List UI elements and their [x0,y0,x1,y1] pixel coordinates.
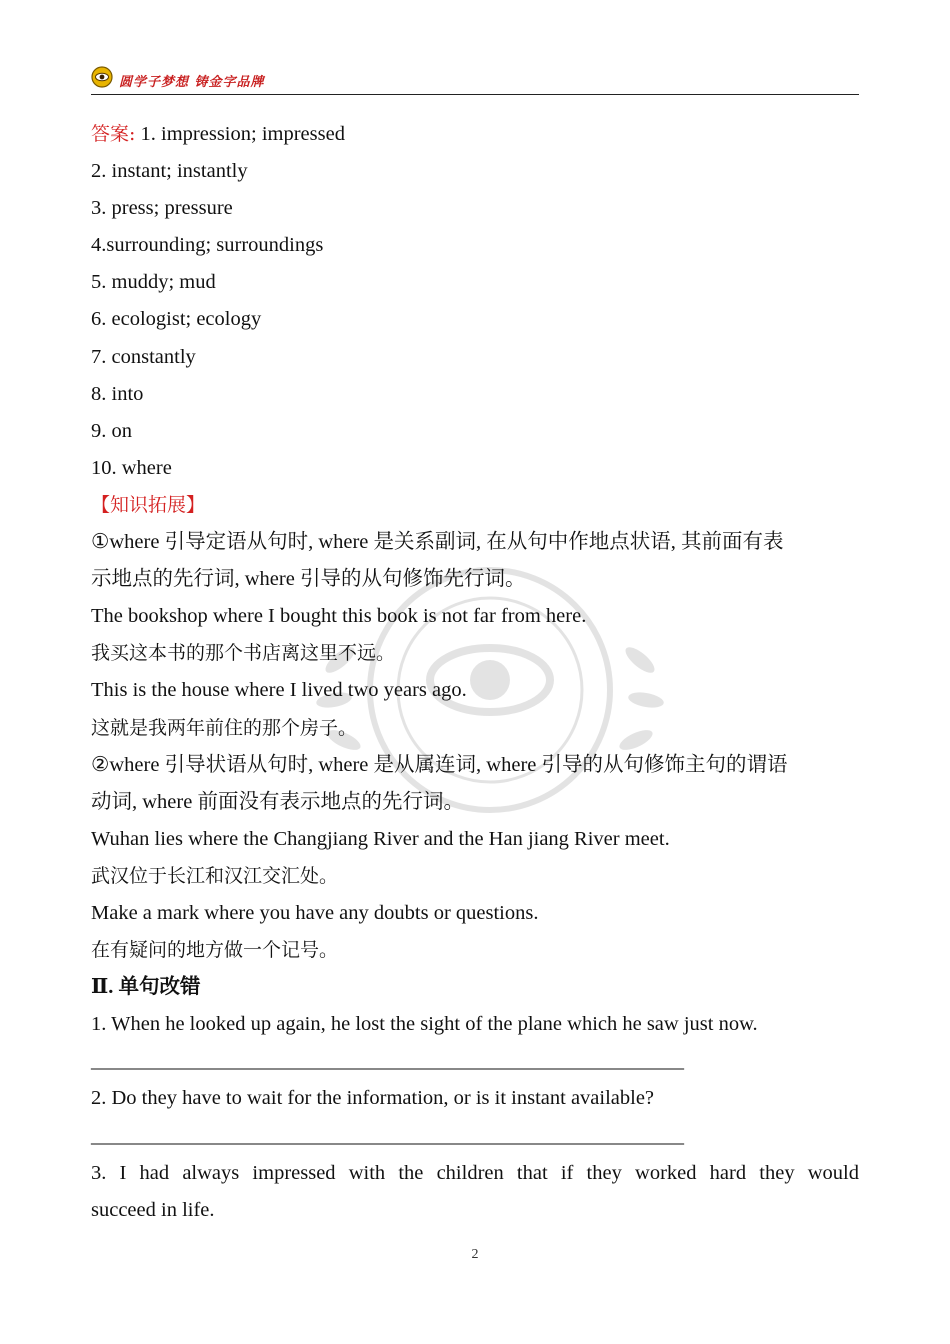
example-chinese: 武汉位于长江和汉江交汇处。 [91,864,339,887]
answer-blank-2[interactable]: ________________________________________________________________ [91,1124,683,1147]
answer-item: 8. into [91,382,144,405]
example-english: Make a mark where you have any doubts or questions. [91,901,539,924]
answer-item: 1. impression; impressed [140,123,345,145]
answer-item: 3. press; pressure [91,197,233,220]
answer-item: 6. ecologist; ecology [91,308,262,331]
answer-item: 2. instant; instantly [91,160,248,183]
example-chinese: 这就是我两年前住的那个房子。 [91,716,358,739]
example-chinese: 在有疑问的地方做一个记号。 [91,939,339,962]
page-content [91,116,859,1229]
section-2-heading: Ⅱ. 单句改错 [91,976,201,999]
example-english: The bookshop where I bought this book is not far from here. [91,605,587,628]
example-chinese: 我买这本书的那个书店离这里不远。 [91,642,396,665]
answer-item: 10. where [91,456,172,479]
answer-item: 9. on [91,419,132,442]
example-english: This is the house where I lived two years ago. [91,679,467,702]
question-3-line-1: 3. I had always impressed with the children that if they worked hard they would [91,1161,859,1184]
answer-item: 7. constantly [91,345,196,368]
answer-item: 4.surrounding; surroundings [91,234,324,257]
question-3-line-2: succeed in life. [91,1198,215,1221]
knowledge-point-2-line-2: 动词, where 前面没有表示地点的先行词。 [91,790,464,813]
header-slogan: 圆学子梦想 铸金字品牌 [119,75,265,90]
question-2: 2. Do they have to wait for the information, or is it instant available? [91,1087,655,1110]
example-english: Wuhan lies where the Changjiang River and the Han jiang River meet. [91,827,670,850]
page-number: 2 [471,1247,479,1262]
answer-item: 5. muddy; mud [91,271,216,294]
answer-label: 答案: [91,123,136,145]
knowledge-point-1-line-1: ①where 引导定语从句时, where 是关系副词, 在从句中作地点状语, 其前面有表 [91,531,784,554]
answer-blank-1[interactable]: ________________________________________________________________ [91,1050,683,1073]
knowledge-point-2-line-1: ②where 引导状语从句时, where 是从属连词, where 引导的从句修饰主句的谓语 [91,753,788,776]
question-1: 1. When he looked up again, he lost the sight of the plane which he saw just now. [91,1013,758,1036]
answer-line-1 [91,116,859,153]
logo-icon [91,66,113,88]
page-header [91,64,859,95]
knowledge-heading: 【知识拓展】 [91,493,206,516]
knowledge-point-1-line-2: 示地点的先行词, where 引导的从句修饰先行词。 [91,568,526,591]
